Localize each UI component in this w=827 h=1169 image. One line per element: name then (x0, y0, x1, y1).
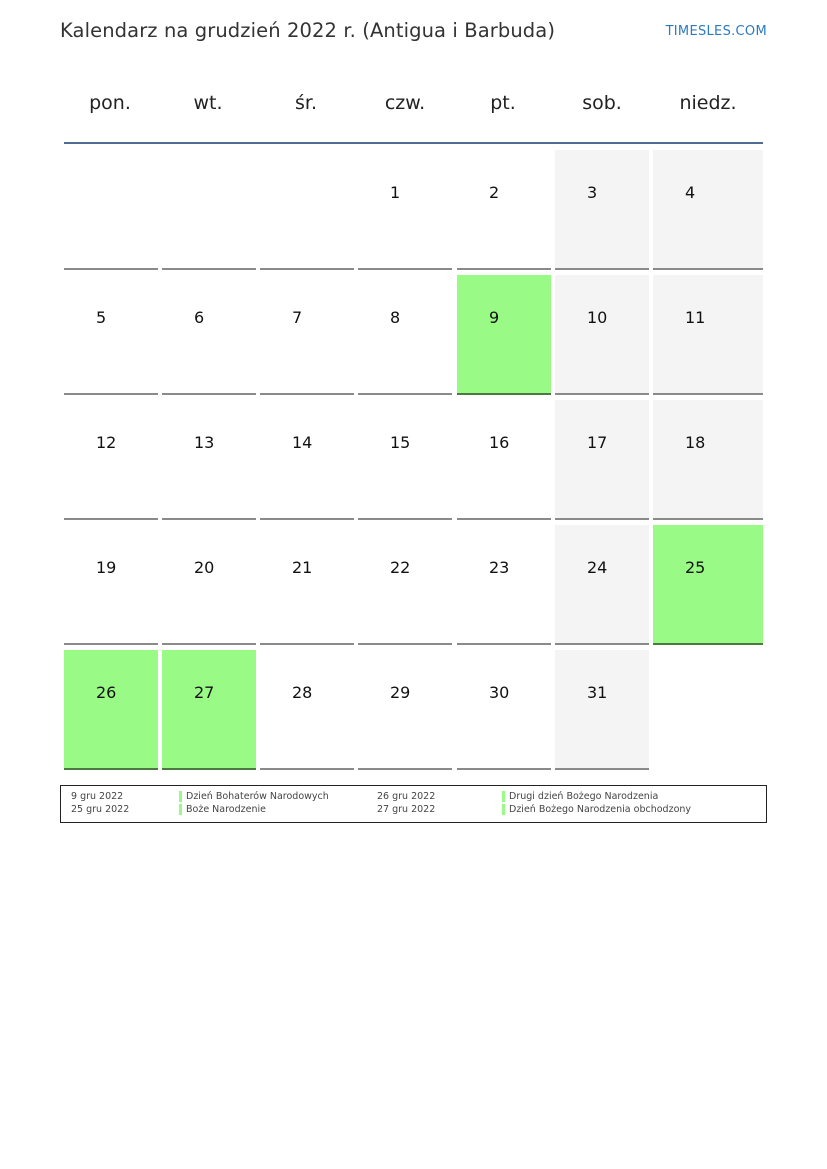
site-link[interactable]: TIMESLES.COM (665, 24, 767, 39)
day-number: 1 (390, 183, 401, 202)
day-cell[interactable] (162, 400, 256, 520)
day-number: 22 (390, 558, 411, 577)
legend-date: 25 gru 2022 (71, 804, 130, 815)
day-number: 4 (685, 183, 696, 202)
day-cell[interactable] (260, 525, 354, 645)
day-number: 7 (292, 308, 303, 327)
day-cell[interactable] (653, 525, 763, 645)
day-cell[interactable] (358, 650, 452, 770)
empty-day-cell (64, 150, 158, 270)
day-cell[interactable] (653, 150, 763, 270)
day-cell[interactable] (358, 150, 452, 270)
legend-date: 26 gru 2022 (377, 791, 436, 802)
day-cell[interactable] (260, 650, 354, 770)
day-number: 24 (587, 558, 608, 577)
day-number: 28 (292, 683, 313, 702)
day-cell[interactable] (555, 650, 649, 770)
empty-day-cell (162, 150, 256, 270)
day-number: 16 (489, 433, 510, 452)
legend-date: 9 gru 2022 (71, 791, 124, 802)
day-number: 29 (390, 683, 411, 702)
day-number: 13 (194, 433, 215, 452)
page-title: Kalendarz na grudzień 2022 r. (Antigua i Barbuda) (60, 19, 556, 42)
day-cell[interactable] (653, 400, 763, 520)
empty-day-cell (260, 150, 354, 270)
legend-holiday-name: Dzień Bohaterów Narodowych (179, 791, 329, 802)
day-number: 5 (96, 308, 107, 327)
day-cell[interactable] (64, 650, 158, 770)
day-cell[interactable] (555, 525, 649, 645)
day-cell[interactable] (457, 400, 551, 520)
day-cell[interactable] (162, 650, 256, 770)
day-number: 26 (96, 683, 117, 702)
day-number: 2 (489, 183, 500, 202)
day-cell[interactable] (358, 525, 452, 645)
weekday-label: niedz. (679, 92, 737, 114)
day-cell[interactable] (457, 525, 551, 645)
day-number: 3 (587, 183, 598, 202)
weekday-label: pt. (490, 92, 516, 114)
day-number: 20 (194, 558, 215, 577)
day-number: 9 (489, 308, 500, 327)
weekday-label: wt. (193, 92, 223, 114)
weekday-label: śr. (294, 92, 317, 114)
day-number: 12 (96, 433, 117, 452)
day-number: 31 (587, 683, 608, 702)
day-number: 30 (489, 683, 510, 702)
day-number: 23 (489, 558, 510, 577)
day-cell[interactable] (555, 150, 649, 270)
weekday-label: sob. (582, 92, 622, 114)
day-number: 17 (587, 433, 608, 452)
day-cell[interactable] (358, 275, 452, 395)
day-number: 27 (194, 683, 215, 702)
weekday-header-row (60, 92, 767, 118)
day-number: 10 (587, 308, 608, 327)
holiday-legend (60, 785, 767, 823)
empty-day-cell (653, 650, 763, 770)
header-divider (64, 142, 763, 144)
day-number: 21 (292, 558, 313, 577)
day-cell[interactable] (64, 400, 158, 520)
day-cell[interactable] (457, 150, 551, 270)
weekday-label: czw. (384, 92, 426, 114)
day-number: 11 (685, 308, 706, 327)
day-cell[interactable] (162, 275, 256, 395)
day-cell[interactable] (64, 525, 158, 645)
day-number: 8 (390, 308, 401, 327)
day-number: 14 (292, 433, 313, 452)
day-cell[interactable] (457, 650, 551, 770)
legend-holiday-name: Dzień Bożego Narodzenia obchodzony (502, 804, 691, 815)
day-number: 19 (96, 558, 117, 577)
day-number: 18 (685, 433, 706, 452)
day-cell[interactable] (457, 275, 551, 395)
day-cell[interactable] (653, 275, 763, 395)
day-cell[interactable] (162, 525, 256, 645)
day-cell[interactable] (555, 275, 649, 395)
legend-holiday-name: Drugi dzień Bożego Narodzenia (502, 791, 658, 802)
day-number: 6 (194, 308, 205, 327)
day-cell[interactable] (358, 400, 452, 520)
day-number: 25 (685, 558, 706, 577)
day-cell[interactable] (260, 400, 354, 520)
legend-holiday-name: Boże Narodzenie (179, 804, 266, 815)
day-cell[interactable] (555, 400, 649, 520)
day-cell[interactable] (64, 275, 158, 395)
legend-date: 27 gru 2022 (377, 804, 436, 815)
day-cell[interactable] (260, 275, 354, 395)
day-number: 15 (390, 433, 411, 452)
weekday-label: pon. (89, 92, 131, 114)
